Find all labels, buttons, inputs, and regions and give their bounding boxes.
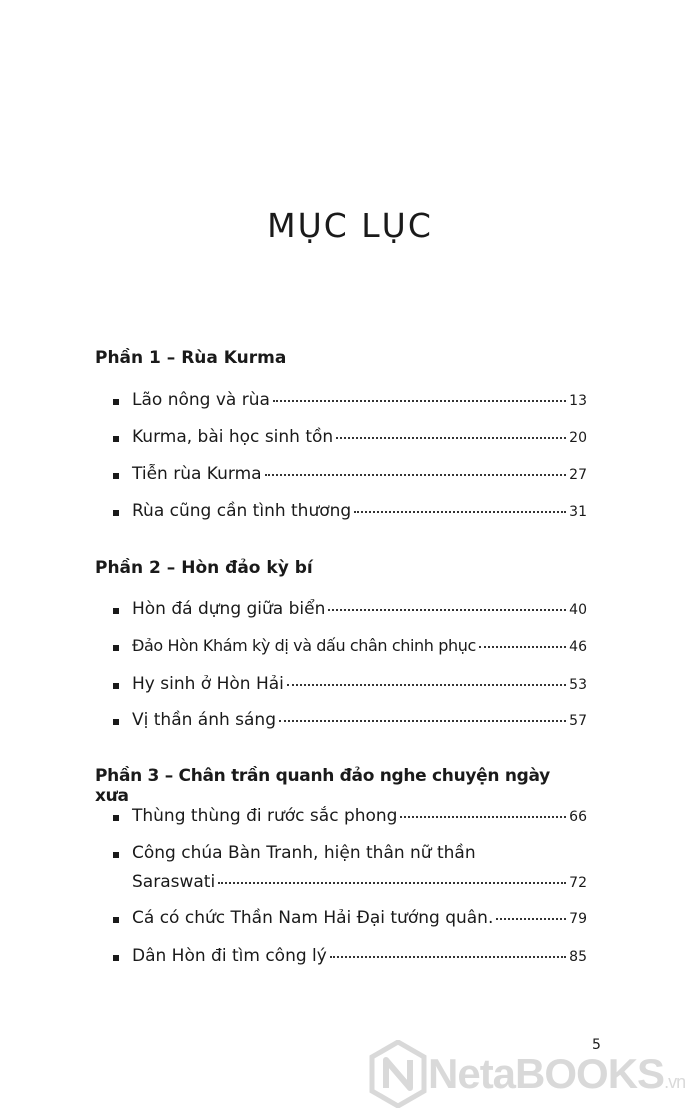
bullet-icon (113, 608, 119, 614)
part-3-title: Phần 3 – Chân trần quanh đảo nghe chuyện ngày xưa (95, 766, 550, 806)
dot-leader (400, 816, 566, 818)
bullet-icon (113, 510, 119, 516)
bullet-icon (113, 917, 119, 923)
entry-page: 40 (569, 602, 587, 618)
netabooks-logo-icon (368, 1040, 428, 1108)
entry-title: Thùng thùng đi rước sắc phong (132, 806, 398, 826)
entry-title: Hy sinh ở Hòn Hải (132, 674, 284, 694)
entry-page: 79 (569, 911, 587, 927)
dot-leader (496, 918, 566, 920)
entry-title: Hòn đá dựng giữa biển (132, 599, 326, 619)
dot-leader (330, 956, 566, 958)
entry-title: Vị thần ánh sáng (132, 710, 277, 730)
entry-page: 72 (569, 875, 587, 891)
bullet-icon (113, 436, 119, 442)
dot-leader (287, 684, 566, 686)
bullet-icon (113, 473, 119, 479)
entry-title: Rùa cũng cần tình thương (132, 501, 352, 521)
bullet-icon (113, 955, 119, 961)
watermark-text: NetaBOOKS.vn (428, 1050, 686, 1097)
toc-entry (95, 843, 587, 903)
entry-title: Cá có chức Thần Nam Hải Đại tướng quân. (132, 908, 494, 928)
entry-page: 13 (569, 393, 587, 409)
bullet-icon (113, 399, 119, 405)
entry-page: 20 (569, 430, 587, 446)
dot-leader (265, 474, 567, 476)
page-title: MỤC LỤC (267, 206, 433, 245)
entry-title: Đảo Hòn Khám kỳ dị và dấu chân chinh phục (132, 636, 476, 655)
dot-leader (336, 437, 566, 439)
entry-title: Dân Hòn đi tìm công lý (132, 946, 327, 966)
bullet-icon (113, 815, 119, 821)
entry-page: 31 (569, 504, 587, 520)
dot-leader (328, 609, 566, 611)
bullet-icon (113, 645, 119, 651)
entry-page: 46 (569, 639, 587, 655)
bullet-icon (113, 719, 119, 725)
dot-leader (279, 720, 566, 722)
page-number: 5 (592, 1037, 601, 1053)
bullet-icon (113, 852, 119, 858)
entry-title-continued: Saraswati (132, 872, 216, 892)
part-2-title: Phần 2 – Hòn đảo kỳ bí (95, 558, 313, 578)
entry-page: 66 (569, 809, 587, 825)
dot-leader (354, 511, 566, 513)
watermark (368, 1040, 698, 1110)
entry-title: Tiễn rùa Kurma (132, 464, 262, 484)
entry-title: Lão nông và rùa (132, 390, 270, 410)
entry-page: 85 (569, 949, 587, 965)
entry-page: 53 (569, 677, 587, 693)
dot-leader (273, 400, 566, 402)
part-1-title: Phần 1 – Rùa Kurma (95, 348, 287, 368)
dot-leader (218, 882, 566, 884)
entry-page: 27 (569, 467, 587, 483)
dot-leader (479, 646, 566, 648)
entry-title: Kurma, bài học sinh tồn (132, 427, 334, 447)
entry-title: Công chúa Bàn Tranh, hiện thân nữ thần (132, 843, 476, 863)
bullet-icon (113, 683, 119, 689)
entry-page: 57 (569, 713, 587, 729)
